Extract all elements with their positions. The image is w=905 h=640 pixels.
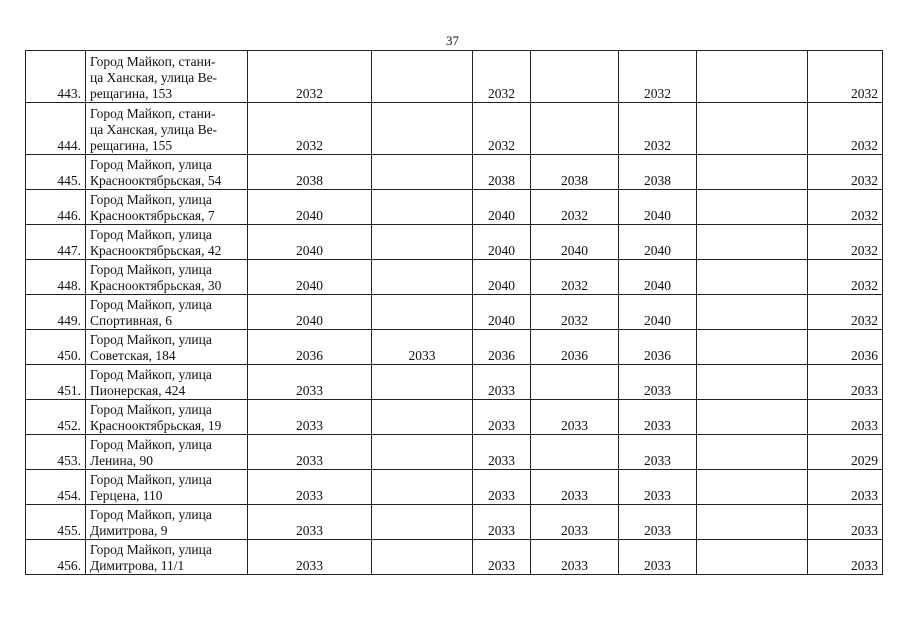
- year-cell-4: [531, 435, 619, 470]
- address-cell: [86, 540, 248, 575]
- table-row: [26, 470, 883, 505]
- row-number: 450.: [26, 330, 86, 365]
- year-cell-4: 2032: [531, 295, 619, 330]
- year-cell-7: 2032: [808, 190, 883, 225]
- year-cell-7: 2036: [808, 330, 883, 365]
- row-number: 455.: [26, 505, 86, 540]
- year-cell-2: [372, 400, 473, 435]
- table-row: [26, 435, 883, 470]
- address-cell: [86, 225, 248, 260]
- year-cell-7: 2033: [808, 365, 883, 400]
- year-cell-1: 2040: [248, 225, 372, 260]
- year-cell-2: [372, 155, 473, 190]
- address-line: Димитрова, 9: [90, 523, 168, 538]
- year-cell-7: 2032: [808, 155, 883, 190]
- year-cell-3: 2038: [473, 155, 531, 190]
- year-cell-1: 2033: [248, 365, 372, 400]
- address-line: ца Ханская, улица Ве-: [90, 70, 218, 85]
- table-row: [26, 51, 883, 103]
- year-cell-4: [531, 51, 619, 103]
- address-cell: [86, 365, 248, 400]
- table-row: [26, 330, 883, 365]
- year-cell-7: 2032: [808, 260, 883, 295]
- year-cell-4: [531, 365, 619, 400]
- year-cell-1: 2036: [248, 330, 372, 365]
- address-line: Краснооктябрьская, 30: [90, 278, 222, 293]
- address-cell: [86, 155, 248, 190]
- year-cell-2: [372, 435, 473, 470]
- year-cell-5: 2040: [619, 190, 697, 225]
- table-body: [26, 51, 883, 575]
- year-cell-1: 2033: [248, 400, 372, 435]
- address-cell: [86, 400, 248, 435]
- address-line: Краснооктябрьская, 7: [90, 208, 215, 223]
- address-cell: [86, 505, 248, 540]
- address-line: Город Майкоп, улица: [90, 297, 212, 312]
- year-cell-3: 2040: [473, 190, 531, 225]
- address-line: Краснооктябрьская, 54: [90, 173, 222, 188]
- address-line: Советская, 184: [90, 348, 176, 363]
- year-cell-6: [697, 260, 808, 295]
- year-cell-1: 2033: [248, 435, 372, 470]
- year-cell-2: [372, 295, 473, 330]
- year-cell-1: 2032: [248, 103, 372, 155]
- row-number: 454.: [26, 470, 86, 505]
- table-row: [26, 295, 883, 330]
- year-cell-1: 2033: [248, 505, 372, 540]
- address-cell: [86, 470, 248, 505]
- year-cell-6: [697, 470, 808, 505]
- address-cell: [86, 51, 248, 103]
- address-line: Герцена, 110: [90, 488, 163, 503]
- year-cell-2: [372, 365, 473, 400]
- row-number: 447.: [26, 225, 86, 260]
- year-cell-1: 2033: [248, 470, 372, 505]
- address-line: Город Майкоп, улица: [90, 507, 212, 522]
- year-cell-6: [697, 330, 808, 365]
- year-cell-5: 2036: [619, 330, 697, 365]
- address-cell: [86, 103, 248, 155]
- year-cell-5: 2040: [619, 260, 697, 295]
- year-cell-1: 2040: [248, 260, 372, 295]
- address-cell: [86, 295, 248, 330]
- address-line: Пионерская, 424: [90, 383, 186, 398]
- row-number: 456.: [26, 540, 86, 575]
- year-cell-6: [697, 505, 808, 540]
- year-cell-6: [697, 225, 808, 260]
- year-cell-4: 2036: [531, 330, 619, 365]
- year-cell-6: [697, 400, 808, 435]
- year-cell-1: 2033: [248, 540, 372, 575]
- year-cell-2: [372, 260, 473, 295]
- year-cell-7: 2029: [808, 435, 883, 470]
- address-line: рещагина, 155: [90, 138, 173, 153]
- table-row: [26, 190, 883, 225]
- table-row: [26, 155, 883, 190]
- address-line: Краснооктябрьская, 42: [90, 243, 222, 258]
- address-line: Город Майкоп, улица: [90, 227, 212, 242]
- address-line: Город Майкоп, улица: [90, 332, 212, 347]
- year-cell-5: 2032: [619, 103, 697, 155]
- row-number: 445.: [26, 155, 86, 190]
- row-number: 448.: [26, 260, 86, 295]
- year-cell-4: 2033: [531, 470, 619, 505]
- year-cell-6: [697, 365, 808, 400]
- year-cell-5: 2038: [619, 155, 697, 190]
- year-cell-7: 2033: [808, 540, 883, 575]
- year-cell-2: [372, 103, 473, 155]
- year-cell-7: 2033: [808, 400, 883, 435]
- table-row: [26, 400, 883, 435]
- year-cell-7: 2032: [808, 225, 883, 260]
- year-cell-3: 2032: [473, 51, 531, 103]
- row-number: 452.: [26, 400, 86, 435]
- year-cell-2: [372, 505, 473, 540]
- year-cell-2: [372, 470, 473, 505]
- year-cell-6: [697, 295, 808, 330]
- year-cell-5: 2032: [619, 51, 697, 103]
- year-cell-3: 2033: [473, 400, 531, 435]
- address-line: Ленина, 90: [90, 453, 153, 468]
- year-cell-1: 2038: [248, 155, 372, 190]
- row-number: 451.: [26, 365, 86, 400]
- address-line: Город Майкоп, улица: [90, 262, 212, 277]
- address-line: Город Майкоп, улица: [90, 542, 212, 557]
- year-cell-2: [372, 225, 473, 260]
- year-cell-5: 2040: [619, 225, 697, 260]
- address-cell: [86, 190, 248, 225]
- year-cell-3: 2033: [473, 365, 531, 400]
- year-cell-5: 2033: [619, 400, 697, 435]
- address-line: Город Майкоп, улица: [90, 157, 212, 172]
- year-cell-5: 2040: [619, 295, 697, 330]
- row-number: 446.: [26, 190, 86, 225]
- year-cell-3: 2036: [473, 330, 531, 365]
- page-number: 37: [446, 33, 459, 48]
- address-line: Город Майкоп, стани-: [90, 106, 216, 121]
- year-cell-7: 2032: [808, 51, 883, 103]
- address-line: Краснооктябрьская, 19: [90, 418, 222, 433]
- year-cell-4: 2032: [531, 260, 619, 295]
- address-cell: [86, 260, 248, 295]
- year-cell-3: 2040: [473, 295, 531, 330]
- table-row: [26, 540, 883, 575]
- year-cell-6: [697, 540, 808, 575]
- year-cell-4: 2033: [531, 540, 619, 575]
- year-cell-2: 2033: [372, 330, 473, 365]
- table-row: [26, 365, 883, 400]
- address-cell: [86, 435, 248, 470]
- year-cell-5: 2033: [619, 470, 697, 505]
- address-line: Город Майкоп, улица: [90, 192, 212, 207]
- address-line: Город Майкоп, улица: [90, 437, 212, 452]
- table-row: [26, 103, 883, 155]
- year-cell-6: [697, 435, 808, 470]
- table-row: [26, 260, 883, 295]
- year-cell-6: [697, 103, 808, 155]
- year-cell-3: 2033: [473, 435, 531, 470]
- year-cell-3: 2040: [473, 260, 531, 295]
- year-cell-5: 2033: [619, 365, 697, 400]
- year-cell-1: 2040: [248, 190, 372, 225]
- row-number: 449.: [26, 295, 86, 330]
- year-cell-7: 2033: [808, 470, 883, 505]
- year-cell-5: 2033: [619, 435, 697, 470]
- table-row: [26, 225, 883, 260]
- year-cell-4: 2038: [531, 155, 619, 190]
- year-cell-2: [372, 51, 473, 103]
- year-cell-6: [697, 51, 808, 103]
- year-cell-3: 2033: [473, 505, 531, 540]
- row-number: 453.: [26, 435, 86, 470]
- year-cell-3: 2033: [473, 540, 531, 575]
- address-line: Город Майкоп, стани-: [90, 54, 216, 69]
- address-line: Город Майкоп, улица: [90, 402, 212, 417]
- year-cell-3: 2033: [473, 470, 531, 505]
- year-cell-4: 2033: [531, 505, 619, 540]
- year-cell-3: 2040: [473, 225, 531, 260]
- address-line: Город Майкоп, улица: [90, 367, 212, 382]
- year-cell-4: 2032: [531, 190, 619, 225]
- year-cell-5: 2033: [619, 505, 697, 540]
- address-line: рещагина, 153: [90, 86, 173, 101]
- year-cell-3: 2032: [473, 103, 531, 155]
- year-cell-6: [697, 155, 808, 190]
- year-cell-6: [697, 190, 808, 225]
- year-cell-1: 2040: [248, 295, 372, 330]
- year-cell-4: 2040: [531, 225, 619, 260]
- address-cell: [86, 330, 248, 365]
- year-cell-4: 2033: [531, 400, 619, 435]
- buildings-table: [25, 50, 883, 575]
- year-cell-1: 2032: [248, 51, 372, 103]
- row-number: 444.: [26, 103, 86, 155]
- row-number: 443.: [26, 51, 86, 103]
- year-cell-2: [372, 540, 473, 575]
- year-cell-4: [531, 103, 619, 155]
- address-line: Город Майкоп, улица: [90, 472, 212, 487]
- table-row: [26, 505, 883, 540]
- year-cell-7: 2032: [808, 295, 883, 330]
- year-cell-2: [372, 190, 473, 225]
- year-cell-7: 2032: [808, 103, 883, 155]
- year-cell-5: 2033: [619, 540, 697, 575]
- address-line: Спортивная, 6: [90, 313, 172, 328]
- address-line: Димитрова, 11/1: [90, 558, 185, 573]
- address-line: ца Ханская, улица Ве-: [90, 122, 218, 137]
- year-cell-7: 2033: [808, 505, 883, 540]
